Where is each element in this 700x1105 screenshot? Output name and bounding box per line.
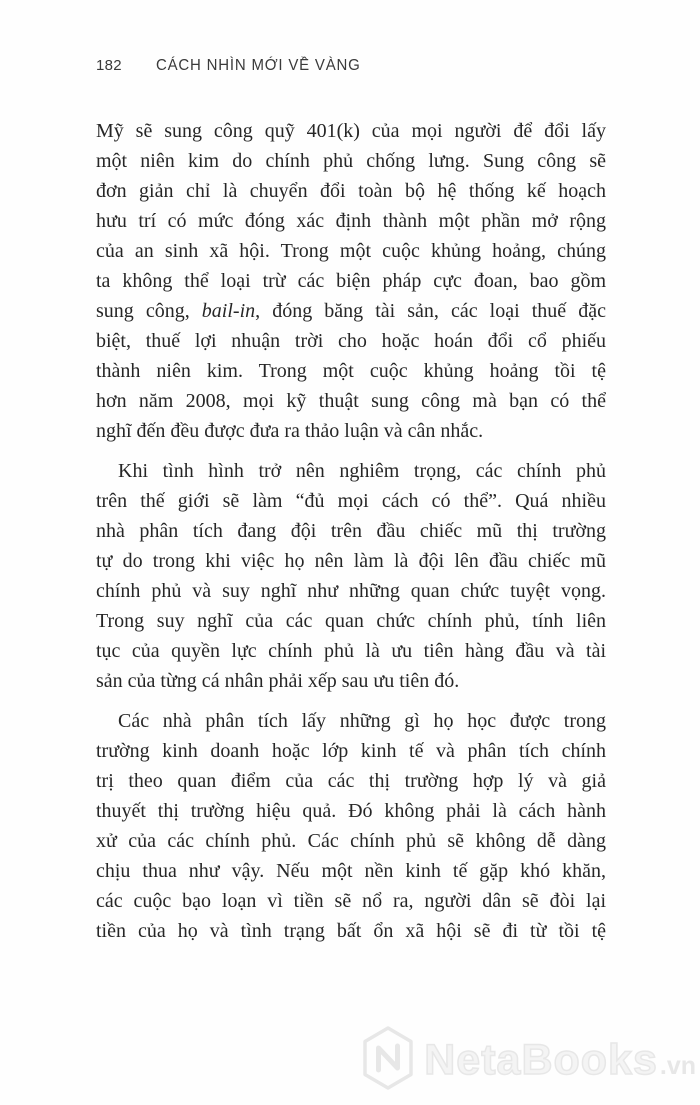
text-line: một niên kim do chính phủ chống lưng. Sung công sẽ — [96, 150, 606, 172]
text-line: xử của các chính phủ. Các chính phủ sẽ không dễ dàng — [96, 830, 606, 852]
text-line-with-italic — [96, 296, 606, 326]
text-line: trị theo quan điểm của các thị trường hợp lý và giả — [96, 770, 606, 792]
page-number: 182 — [96, 57, 122, 74]
text-line: tự do trong khi việc họ nên làm là đội lên đầu chiếc mũ — [96, 550, 606, 572]
text-line: sản của từng cá nhân phải xếp sau ưu tiên đó. — [96, 670, 460, 692]
paragraph-2 — [96, 456, 606, 696]
text-line: thuyết thị trường hiệu quả. Đó không phải là cách hành — [96, 800, 606, 822]
text-line: tục của quyền lực chính phủ là ưu tiên hàng đầu và tài — [96, 640, 606, 662]
watermark-text — [424, 1036, 696, 1085]
netabooks-watermark — [362, 1026, 696, 1095]
text-line: hơn năm 2008, mọi kỹ thuật sung công mà bạn có thể — [96, 390, 606, 412]
text-line: nghĩ đến đều được đưa ra thảo luận và cân nhắc. — [96, 420, 484, 442]
text-line: Khi tình hình trở nên nghiêm trọng, các chính phủ — [118, 460, 606, 482]
italic-term: bail-in — [201, 300, 256, 322]
text-line: hưu trí có mức đóng xác định thành một phần mở rộng — [96, 210, 606, 232]
watermark-brand: NetaBooks — [424, 1036, 658, 1084]
watermark-tld: .vn — [659, 1052, 696, 1080]
text-line: các cuộc bạo loạn vì tiền sẽ nổ ra, người dân sẽ đòi lại — [96, 890, 606, 912]
text-line: tiền của họ và tình trạng bất ổn xã hội sẽ đi từ tồi tệ — [96, 920, 606, 942]
running-title: CÁCH NHÌN MỚI VỀ VÀNG — [155, 56, 361, 75]
hexagon-n-icon — [362, 1026, 414, 1095]
text-line: trên thế giới sẽ làm “đủ mọi cách có thể”. Quá nhiều — [96, 490, 606, 512]
text-line: chịu thua như vậy. Nếu một nền kinh tế gặp khó khăn, — [96, 860, 606, 882]
text-line: Mỹ sẽ sung công quỹ 401(k) của mọi người để đổi lấy — [96, 120, 606, 142]
text-line: của an sinh xã hội. Trong một cuộc khủng hoảng, chúng — [96, 240, 606, 262]
text-segment: sung công, — [96, 300, 202, 322]
body-text — [96, 116, 606, 946]
text-segment: , đóng băng tài sản, các loại thuế đặc — [255, 300, 606, 322]
text-line: trường kinh doanh hoặc lớp kinh tế và phân tích chính — [96, 740, 606, 762]
text-line: chính phủ và suy nghĩ như những quan chức tuyệt vọng. — [96, 580, 606, 602]
text-line: Trong suy nghĩ của các quan chức chính phủ, tính liên — [96, 610, 606, 632]
paragraph-1 — [96, 116, 606, 446]
page-header — [96, 57, 606, 74]
text-line: biệt, thuế lợi nhuận trời cho hoặc hoán đổi cổ phiếu — [96, 330, 606, 352]
text-line: ta không thể loại trừ các biện pháp cực đoan, bao gồm — [96, 270, 606, 292]
text-line: nhà phân tích đang đội trên đầu chiếc mũ thị trường — [96, 520, 606, 542]
text-line: đơn giản chỉ là chuyển đổi toàn bộ hệ thống kế hoạch — [96, 180, 606, 202]
text-line: thành niên kim. Trong một cuộc khủng hoảng tồi tệ — [96, 360, 606, 382]
text-line: Các nhà phân tích lấy những gì họ học được trong — [118, 710, 606, 732]
paragraph-3 — [96, 706, 606, 946]
